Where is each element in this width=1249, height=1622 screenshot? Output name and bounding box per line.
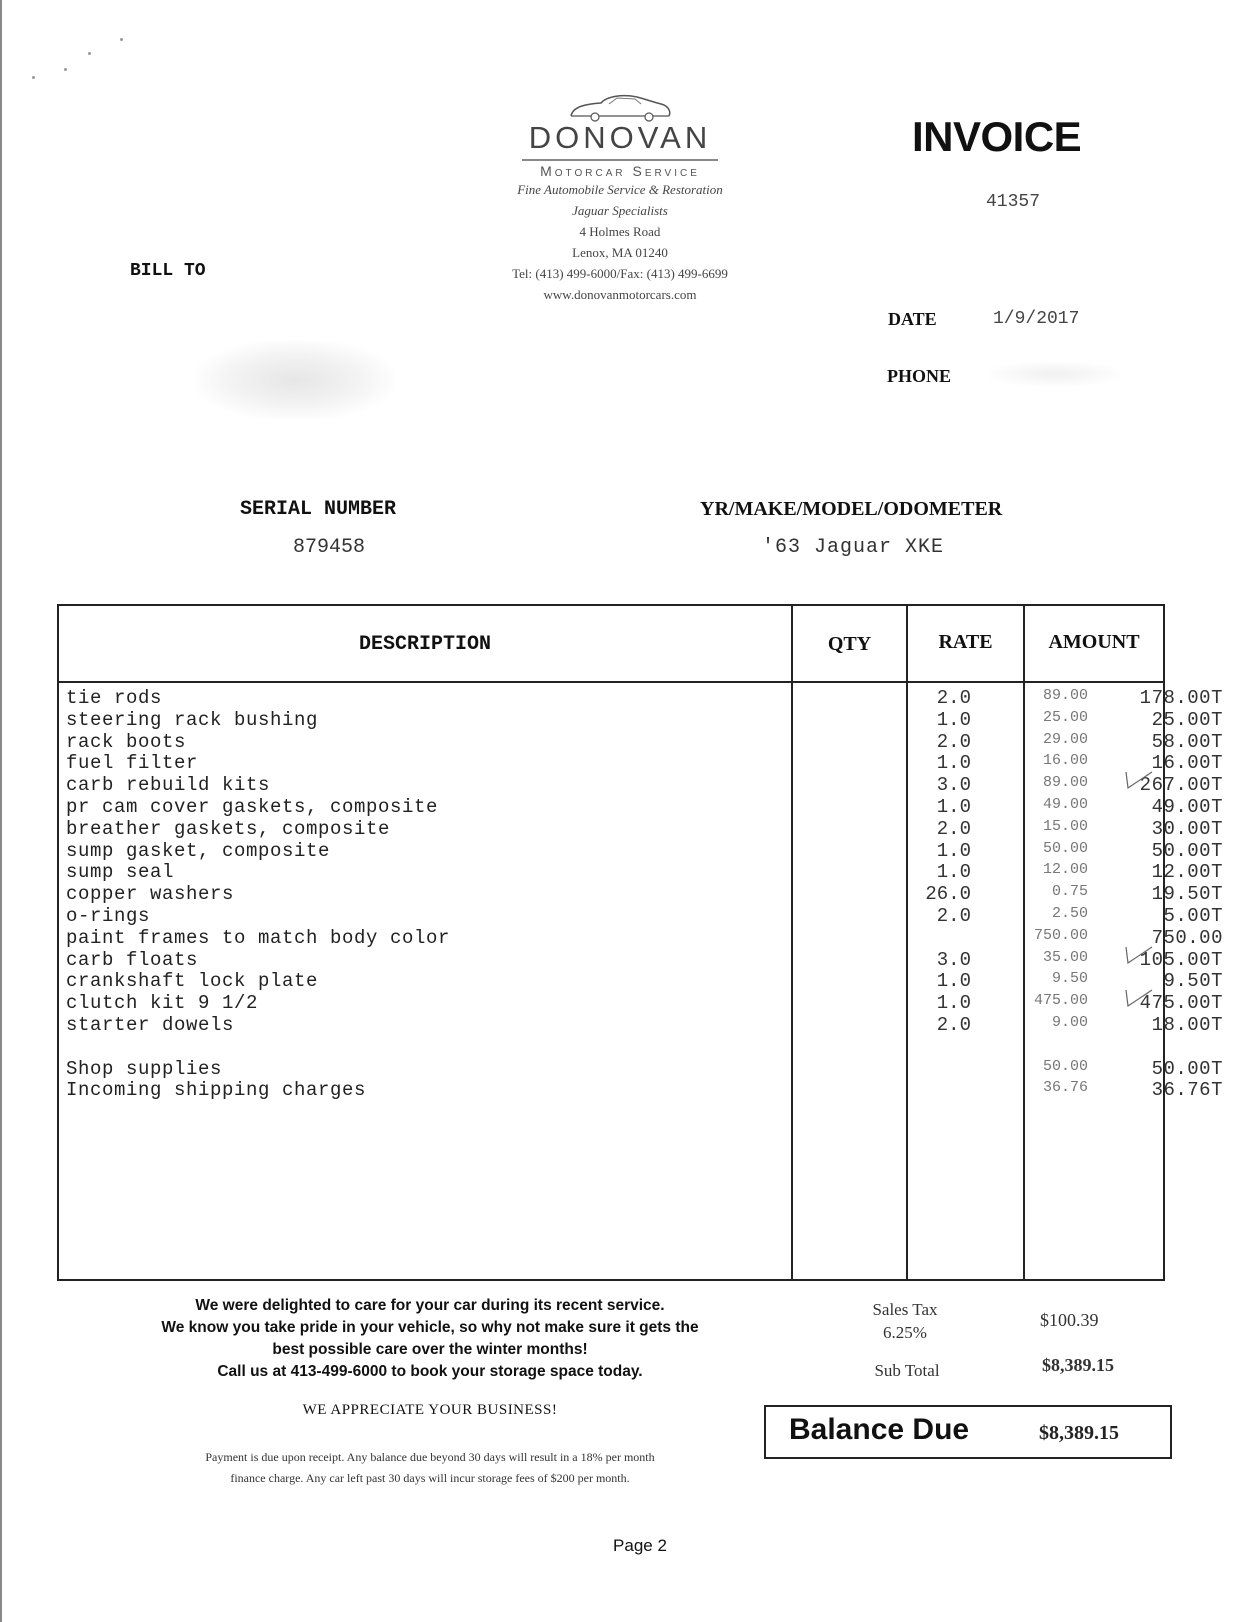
row-rate: 89.00 <box>1042 774 1088 792</box>
table-row <box>66 752 1223 775</box>
page-edge <box>0 0 2 1622</box>
row-qty: 2.0 <box>936 687 971 709</box>
row-description: rack boots <box>66 730 187 753</box>
balance-due-value: $8,389.15 <box>1039 1422 1119 1444</box>
promo-line: We know you take pride in your vehicle, so why not make sure it gets the <box>161 1319 699 1336</box>
row-rate: 25.00 <box>1042 708 1088 726</box>
terms-line: Payment is due upon receipt. Any balance due beyond 30 days will result in a 18% per month <box>205 1450 655 1464</box>
row-qty: 3.0 <box>936 948 971 971</box>
row-rate: 49.00 <box>1042 796 1088 813</box>
row-amount: 50.00T <box>1151 1057 1223 1080</box>
vehicle-value: '63 Jaguar XKE <box>762 536 945 559</box>
table-row <box>66 839 1223 862</box>
table-row <box>66 926 1223 949</box>
row-rate: 50.00 <box>1042 1057 1088 1075</box>
row-amount: 178.00T <box>1139 687 1223 709</box>
row-qty: 1.0 <box>936 752 971 775</box>
header-amount: AMOUNT <box>1048 631 1140 653</box>
table-header-divider <box>57 681 1165 683</box>
serial-number-value: 879458 <box>293 536 366 559</box>
table-row <box>66 948 1223 971</box>
vehicle-label: YR/MAKE/MODEL/ODOMETER <box>700 498 1003 520</box>
phone-label: PHONE <box>887 366 952 386</box>
invoice-number: 41357 <box>986 192 1041 212</box>
row-description: breather gaskets, composite <box>66 817 391 840</box>
sales-tax-rate: 6.25% <box>883 1323 927 1342</box>
table-row <box>66 708 1223 731</box>
date-label: DATE <box>888 309 937 329</box>
row-rate: 9.50 <box>1051 970 1088 988</box>
table-row <box>66 774 1223 797</box>
row-rate: 35.00 <box>1042 948 1088 966</box>
row-description: Incoming shipping charges <box>66 1079 367 1102</box>
table-row <box>66 1014 1223 1036</box>
row-description: paint frames to match body color <box>66 926 451 949</box>
table-row <box>66 861 1223 884</box>
row-rate: 9.00 <box>1051 1014 1088 1031</box>
row-description: sump seal <box>66 861 175 884</box>
row-amount: 25.00T <box>1151 708 1223 731</box>
checkmark-icon <box>1124 768 1154 792</box>
row-qty: 2.0 <box>936 817 971 840</box>
car-logo-icon <box>565 90 675 122</box>
checkmark-icon <box>1124 986 1154 1010</box>
table-row <box>66 1079 1223 1102</box>
row-rate: 29.00 <box>1042 730 1088 748</box>
phone-redacted <box>990 362 1120 386</box>
row-rate: 12.00 <box>1042 861 1088 879</box>
row-amount: 475.00T <box>1139 992 1223 1015</box>
table-row <box>66 730 1223 753</box>
terms-line: finance charge. Any car left past 30 days will incur storage fees of $200 per month. <box>230 1471 630 1485</box>
header-description: DESCRIPTION <box>358 633 492 656</box>
table-row <box>66 905 1223 927</box>
row-rate: 16.00 <box>1042 752 1088 770</box>
row-rate: 2.50 <box>1051 905 1088 922</box>
row-qty: 1.0 <box>936 861 971 884</box>
sales-tax-label <box>850 1298 960 1344</box>
company-divider <box>522 159 718 161</box>
bill-to-label: BILL TO <box>130 261 206 281</box>
serial-number-label: SERIAL NUMBER <box>240 498 397 521</box>
row-amount: 49.00T <box>1151 796 1223 818</box>
company-name: DONOVAN <box>528 120 712 155</box>
company-letterhead <box>470 90 770 305</box>
row-description: Shop supplies <box>66 1057 223 1080</box>
row-rate: 0.75 <box>1051 883 1088 901</box>
row-amount: 5.00T <box>1163 905 1223 927</box>
row-rate: 750.00 <box>1033 926 1088 944</box>
row-amount: 105.00T <box>1139 948 1223 971</box>
row-description: copper washers <box>66 883 235 906</box>
row-qty: 2.0 <box>936 1014 971 1036</box>
scan-speck <box>64 68 67 71</box>
promo-line: Call us at 413-499-6000 to book your storage space today. <box>217 1363 643 1380</box>
table-row <box>66 796 1223 818</box>
row-rate: 36.76 <box>1042 1079 1088 1097</box>
company-city: Lenox, MA 01240 <box>572 245 668 260</box>
row-amount: 750.00 <box>1151 926 1223 949</box>
row-rate: 50.00 <box>1042 839 1088 857</box>
row-description: o-rings <box>66 905 151 927</box>
company-phone-fax: Tel: (413) 499-6000/Fax: (413) 499-6699 <box>512 266 728 281</box>
sales-tax-value: $100.39 <box>1040 1310 1099 1330</box>
row-amount: 19.50T <box>1151 883 1223 906</box>
row-description: crankshaft lock plate <box>66 970 319 993</box>
row-amount: 30.00T <box>1151 817 1223 840</box>
row-amount: 267.00T <box>1139 774 1223 797</box>
row-description: pr cam cover gaskets, composite <box>66 796 439 818</box>
row-amount: 50.00T <box>1151 839 1223 862</box>
invoice-date: 1/9/2017 <box>993 309 1080 329</box>
sales-tax-label-text: Sales Tax <box>872 1300 938 1319</box>
table-row <box>66 817 1223 840</box>
row-description: carb rebuild kits <box>66 774 271 797</box>
subtotal-value: $8,389.15 <box>1042 1355 1114 1375</box>
row-qty: 1.0 <box>936 992 971 1015</box>
row-amount: 16.00T <box>1151 752 1223 775</box>
company-specialty: Jaguar Specialists <box>572 203 668 218</box>
bill-to-redacted <box>195 340 395 420</box>
row-description: fuel filter <box>66 752 199 775</box>
row-amount: 18.00T <box>1151 1014 1223 1036</box>
row-description: starter dowels <box>66 1014 235 1036</box>
company-tagline: Fine Automobile Service & Restoration <box>517 182 723 197</box>
row-description: steering rack bushing <box>66 708 319 731</box>
table-row <box>66 883 1223 906</box>
promo-line: We were delighted to care for your car during its recent service. <box>195 1297 665 1314</box>
company-website: www.donovanmotorcars.com <box>543 287 697 302</box>
table-row <box>66 970 1223 993</box>
row-amount: 12.00T <box>1151 861 1223 884</box>
header-rate: RATE <box>938 631 993 653</box>
row-rate: 475.00 <box>1033 992 1088 1010</box>
row-qty: 3.0 <box>936 774 971 797</box>
row-qty: 1.0 <box>936 708 971 731</box>
row-qty: 2.0 <box>936 730 971 753</box>
scan-speck <box>88 52 91 55</box>
row-description: clutch kit 9 1/2 <box>66 992 259 1015</box>
row-qty: 2.0 <box>936 905 971 927</box>
company-subtitle: Motorcar Service <box>540 163 700 179</box>
balance-due-label: Balance Due <box>789 1413 970 1446</box>
row-qty: 1.0 <box>936 970 971 993</box>
row-description: tie rods <box>66 687 163 709</box>
invoice-title: INVOICE <box>912 113 1082 160</box>
table-row <box>66 687 1223 709</box>
company-street: 4 Holmes Road <box>579 224 661 239</box>
appreciate-note: WE APPRECIATE YOUR BUSINESS! <box>302 1402 558 1418</box>
checkmark-icon <box>1124 943 1154 967</box>
row-qty: 1.0 <box>936 796 971 818</box>
scan-speck <box>32 76 35 79</box>
row-amount: 36.76T <box>1151 1079 1223 1102</box>
table-row <box>66 1057 1223 1080</box>
promo-line: best possible care over the winter months! <box>272 1341 588 1358</box>
row-qty: 26.0 <box>925 883 971 906</box>
subtotal-label: Sub Total <box>874 1361 940 1380</box>
row-qty: 1.0 <box>936 839 971 862</box>
row-description: carb floats <box>66 948 199 971</box>
payment-terms <box>110 1447 750 1489</box>
header-qty: QTY <box>827 633 872 655</box>
scan-speck <box>120 38 123 41</box>
table-row <box>66 1036 1156 1058</box>
row-amount: 9.50T <box>1163 970 1223 993</box>
row-amount: 58.00T <box>1151 730 1223 753</box>
row-description: sump gasket, composite <box>66 839 331 862</box>
table-row <box>66 992 1223 1015</box>
row-rate: 89.00 <box>1042 687 1088 704</box>
row-rate: 15.00 <box>1042 817 1088 835</box>
promo-message <box>100 1295 760 1383</box>
page-number: Page 2 <box>613 1536 667 1555</box>
